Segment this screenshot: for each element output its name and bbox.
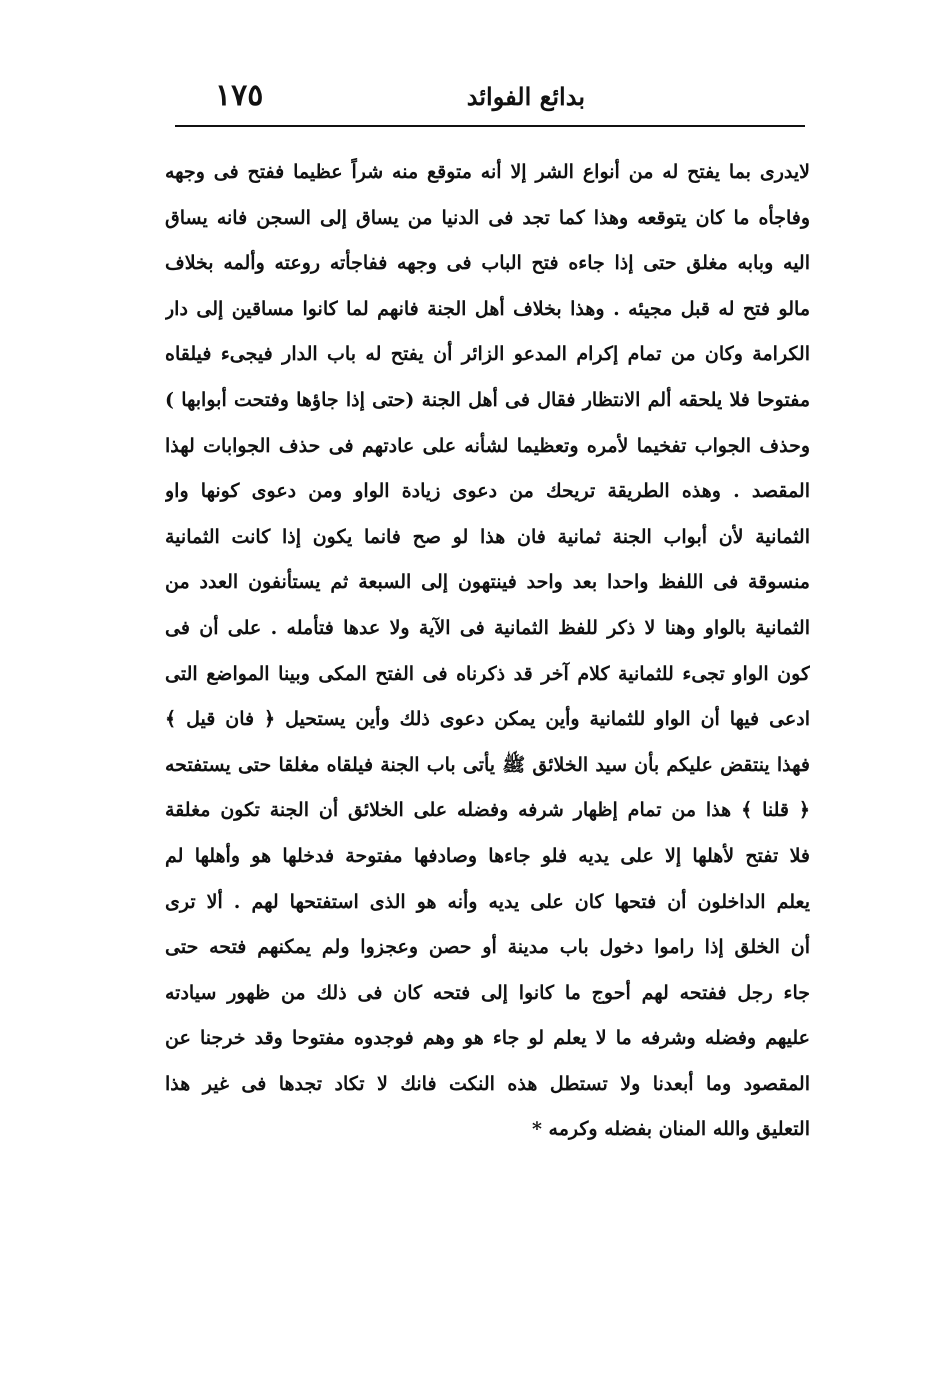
text-line: كون الواو تجىء للثمانية كلام آخر قد ذكرناه فى الفتح المكى وبينا المواضع التى (165, 662, 810, 685)
text-line: اليه وبابه مغلق حتى إذا جاءه فتح الباب فى وجهه ففاجأته روعته وألمه بخلاف (165, 252, 810, 275)
text-line: يعلم الداخلون أن فتحها كان على يديه وأنه هو الذى استفتحها لهم . ألا ترى (165, 890, 810, 913)
text-line: مفتوحا فلا يلحقه ألم الانتظار فقال فى أهل الجنة (حتى إذا جاؤها وفتحت أبوابها ) (165, 388, 810, 411)
body-text (165, 150, 810, 1153)
text-line: الكرامة وكان من تمام إكرام المدعو الزائر أن يفتح له باب الدار فيجىء فيلقاه (165, 343, 810, 366)
text-line: فهذا ينتقض عليكم بأن سيد الخلائق ﷺ يأتى باب الجنة فيلقاه مغلقا حتى يستفتحه (165, 753, 810, 776)
text-line: الثمانية بالواو وهنا لا ذكر للفظ الثمانية فى الآية ولا عدها فتأمله . على أن فى (165, 616, 810, 639)
text-line: فلا تفتح لأهلها إلا على يديه فلو جاءها وصادفها مفتوحة فدخلها هو وأهلها لم (165, 844, 810, 867)
text-line: ﴿ قلنا ﴾ هذا من تمام إظهار شرفه وفضله على الخلائق أن الجنة تكون مغلقة (165, 799, 810, 822)
text-line: المقصود وما أبعدنا ولا تستطل هذه النكت فانك لا تكاد تجدها فى غير هذا (165, 1072, 810, 1095)
text-line: وحذف الجواب تفخيما لأمره وتعظيما لشأنه على عادتهم فى حذف الجوابات لهذا (165, 434, 810, 457)
page-number: ١٧٥ (215, 78, 264, 113)
text-line: المقصد . وهذه الطريقة تريحك من دعوى زيادة الواو ومن دعوى كونها واو (165, 480, 810, 503)
text-line: الثمانية لأن أبواب الجنة ثمانية فان هذا لو صح فانما يكون إذا كانت الثمانية (165, 525, 810, 548)
text-line: وفاجأه ما كان يتوقعه وهذا كما تجد فى الدنيا من يساق إلى السجن فانه يساق (165, 206, 810, 229)
text-line: عليهم وفضله وشرفه ما لا يعلم لو جاء هو وهم فوجدوه مفتوحا وقد خرجنا عن (165, 1027, 810, 1050)
text-line: لايدرى بما يفتح له من أنواع الشر إلا أنه متوقع منه شراً عظيما ففتح فى وجهه (165, 161, 810, 183)
text-line: مالو فتح له قبل مجيئه . وهذا بخلاف أهل الجنة فانهم لما كانوا مساقين إلى دار (165, 297, 810, 320)
page-header (175, 78, 805, 118)
text-line: ادعى فيها أن الواو للثمانية وأين يمكن دعوى ذلك وأين يستحيل ﴿ فان قيل ﴾ (165, 708, 810, 731)
text-line-last: التعليق والله المنان بفضله وكرمه * (531, 1118, 810, 1141)
text-line: منسوقة فى اللفظ واحدا بعد واحد فينتهون إلى السبعة ثم يستأنفون العدد من (165, 571, 810, 594)
text-line: جاء رجل ففتحه لهم أحوج ما كانوا إلى فتحه كان فى ذلك من ظهور سيادته (165, 981, 810, 1004)
header-divider (175, 125, 805, 127)
running-title: بدائع الفوائد (466, 82, 585, 111)
text-line: أن الخلق إذا راموا دخول باب مدينة أو حصن وعجزوا ولم يمكنهم فتحه حتى (165, 936, 810, 959)
